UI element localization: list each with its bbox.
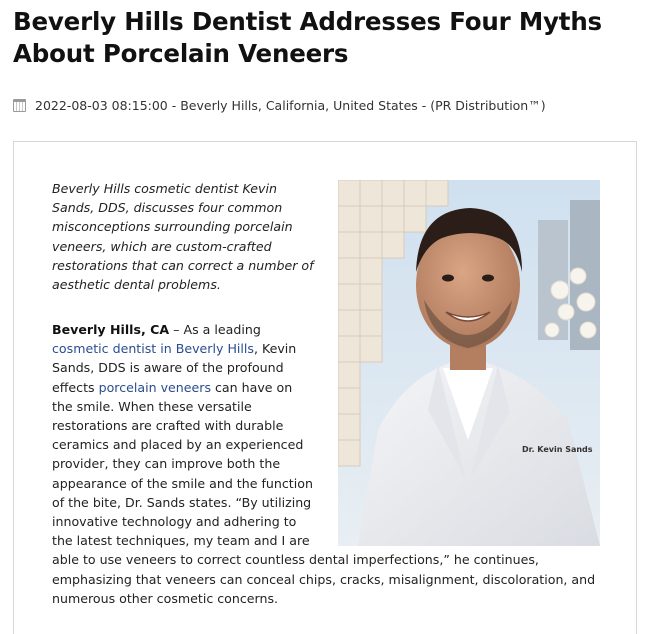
photo-wrap-spacer: [314, 320, 604, 546]
body-text-2: , Kevin Sands, DDS is aware of the profound effects: [52, 341, 297, 395]
article-lede: Beverly Hills cosmetic dentist Kevin Sands, DDS, discusses four common misconceptions surrounding porcelain veneers, which are custom-crafted restorations that can correct a number of aesthetic dental problems.: [52, 181, 314, 293]
body-text-3: can have on the smile. When these versatile restorations are crafted with durable ceramics and placed by an experienced provider, they can improve both the appearance of the smile and the function of the bite, Dr. Sands states. “By utilizing innovative technology and adhering to the latest techniques, my team and I are able to use veneers to correct countless dental imperfections,” he continues, emphasizing that veneers can conceal chips, cracks, misalignment, discoloration, and numerous other cosmetic concerns.: [52, 379, 596, 606]
article-dateline: 2022-08-03 08:15:00 - Beverly Hills, California, United States - (PR Distribution™): [35, 97, 546, 113]
article-headline: Beverly Hills Dentist Addresses Four Myths About Porcelain Veneers: [13, 7, 602, 68]
article-meta: [13, 96, 546, 114]
location-lead: Beverly Hills, CA: [52, 322, 170, 337]
cosmetic-dentist-link[interactable]: cosmetic dentist in Beverly Hills: [52, 341, 254, 357]
article-body-container: [13, 141, 637, 634]
calendar-icon: [13, 99, 26, 112]
article-body-paragraph: [52, 320, 604, 608]
body-text-1: – As a leading: [169, 322, 261, 337]
porcelain-veneers-link[interactable]: porcelain veneers: [98, 379, 211, 395]
coat-embroidery: Dr. Kevin Sands: [522, 445, 593, 454]
